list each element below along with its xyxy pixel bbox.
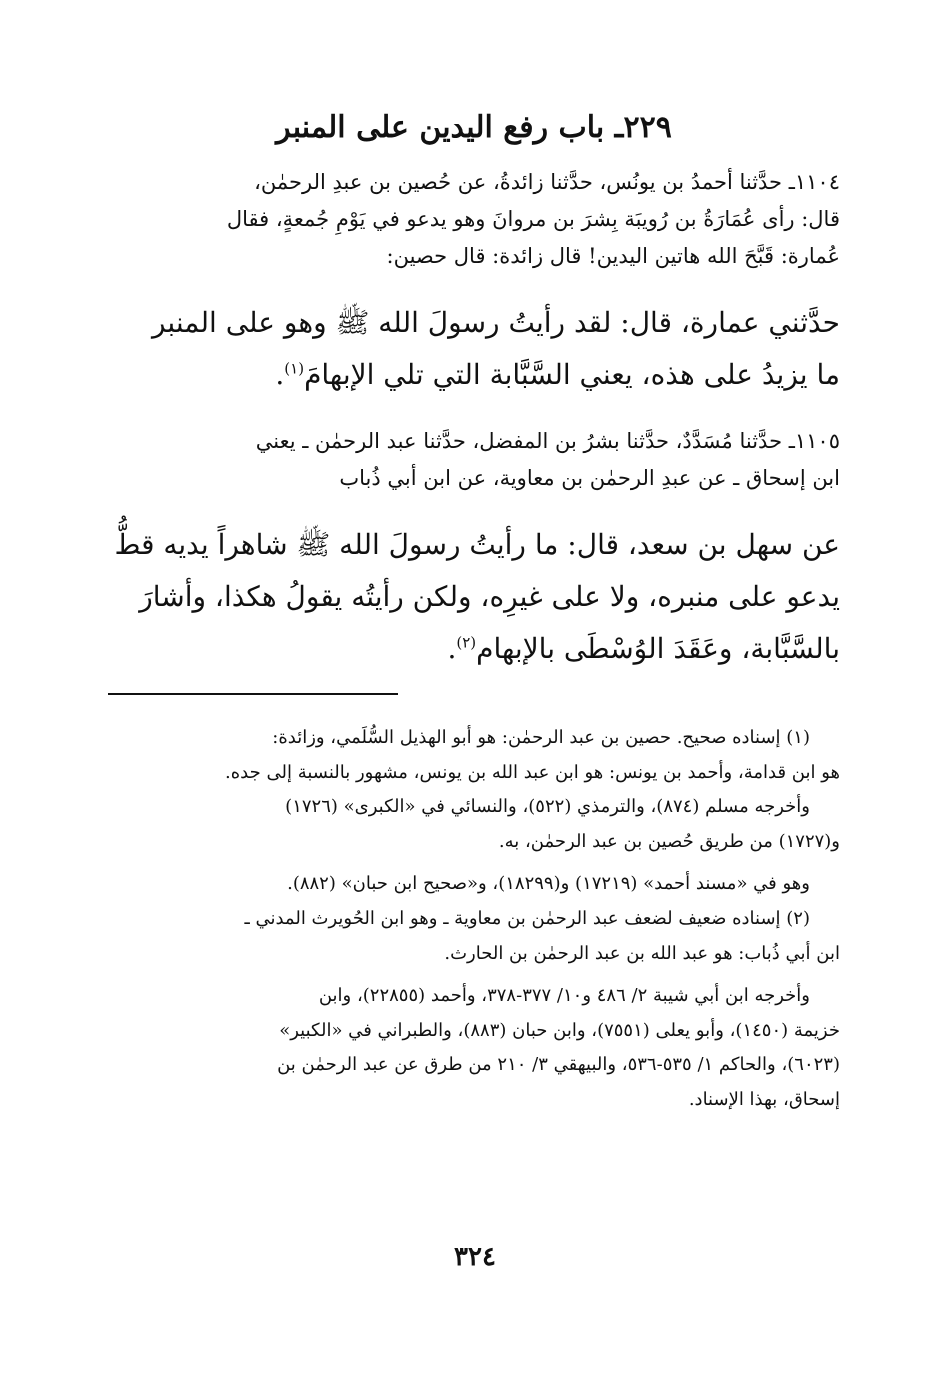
matn-text: بالسَّبَّابة، وعَقَدَ الوُسْطَى بالإبهام	[476, 632, 840, 665]
footnote-1-takhrij-line: وأخرجه مسلم (٨٧٤)، والترمذي (٥٢٢)، والنسائي في «الكبرى» (١٧٢٦)	[285, 796, 810, 818]
isnad-line: ١١٠٥ـ حدَّثنا مُسَدَّدٌ، حدَّثنا بشرُ بن المفضل، حدَّثنا عبد الرحمٰن ـ يعني	[255, 429, 840, 453]
isnad-line: قال: رأى عُمَارَةُ بن رُويبَة بِشرَ بن مروانَ وهو يدعو في يَوْمِ جُمعةٍ، فقال	[226, 207, 840, 231]
book-page	[108, 106, 840, 1118]
footnote-1-ahmad-line: وهو في «مسند أحمد» (١٧٢١٩) و(١٨٢٩٩)، و«صحيح ابن حبان» (٨٨٢).	[287, 873, 810, 895]
isnad-line: ١١٠٤ـ حدَّثنا أحمدُ بن يونُس، حدَّثنا زائدةُ، عن حُصين بن عبدِ الرحمٰن،	[254, 170, 840, 194]
footnote-2-takhrij-line: إسحاق، بهذا الإسناد.	[688, 1088, 840, 1110]
matn-line: بالسَّبَّابة، وعَقَدَ الوُسْطَى بالإبهام$^{(٢)}$.	[447, 632, 840, 665]
footnote-1-line: هو ابن قدامة، وأحمد بن يونس: هو ابن عبد الله بن يونس، مشهور بالنسبة إلى جده.	[225, 761, 840, 783]
footnote-2-takhrij-line: (٦٠٢٣)، والحاكم ١/ ٥٣٥-٥٣٦، والبيهقي ٣/ ٢١٠ من طرق عن عبد الرحمٰن بن	[277, 1054, 840, 1076]
footnote-divider	[108, 693, 398, 695]
footnote-ref-2[interactable]: (٢)	[456, 633, 477, 652]
matn-line: حدَّثني عمارة، قال: لقد رأيتُ رسولَ الله ﷺ وهو على المنبر	[151, 306, 840, 339]
footnote-2-takhrij-line: وأخرجه ابن أبي شيبة ٢/ ٤٨٦ و١٠/ ٣٧٧-٣٧٨، وأحمد (٢٢٨٥٥)، وابن	[318, 985, 810, 1007]
matn-text: ما يزيدُ على هذه، يعني السَّبَّابة التي تلي الإبهامَ	[304, 358, 840, 391]
hadith-1105-isnad	[108, 423, 840, 497]
footnote-2-line: (٢) إسناده ضعيف لضعف عبد الرحمٰن بن معاوية ـ وهو ابن الحُويرث المدني ـ	[244, 907, 810, 929]
footnote-2-takhrij-line: خزيمة (١٤٥٠)، وأبو يعلى (٧٥٥١)، وابن حبان (٨٨٣)، والطبراني في «الكبير»	[279, 1019, 840, 1041]
isnad-line: ابن إسحاق ـ عن عبدِ الرحمٰن بن معاوية، عن ابن أبي ذُباب	[339, 466, 840, 490]
isnad-line: عُمارة: قَبَّحَ الله هاتين اليدين! قال زائدة: قال حصين:	[386, 244, 840, 268]
matn-line: ما يزيدُ على هذه، يعني السَّبَّابة التي تلي الإبهامَ$^{(١)}$.	[275, 358, 840, 391]
footnote-1-line: (١) إسناده صحيح. حصين بن عبد الرحمٰن: هو أبو الهذيل السُّلَمي، وزائدة:	[272, 727, 810, 748]
footnote-ref-1[interactable]: (١)	[284, 359, 305, 378]
hadith-1104-matn	[108, 297, 840, 401]
hadith-1104-isnad	[108, 164, 840, 275]
matn-line: عن سهل بن سعد، قال: ما رأيتُ رسولَ الله ﷺ شاهراً يديه قطُّ	[114, 528, 840, 561]
hadith-1105-matn	[108, 519, 840, 675]
matn-line: يدعو على منبره، ولا على غيرِه، ولكن رأيتُه يقولُ هكذا، وأشارَ	[139, 580, 840, 613]
footnote-2-line: ابن أبي ذُباب: هو عبد الله بن عبد الرحمٰن بن الحارث.	[444, 942, 840, 964]
footnotes	[108, 721, 840, 1118]
footnote-1-takhrij-line: و(١٧٢٧) من طريق حُصين بن عبد الرحمٰن، به.	[498, 830, 840, 852]
page-number: ٣٢٤	[454, 1242, 496, 1272]
chapter-title: ٢٢٩ـ باب رفع اليدين على المنبر	[276, 110, 672, 145]
